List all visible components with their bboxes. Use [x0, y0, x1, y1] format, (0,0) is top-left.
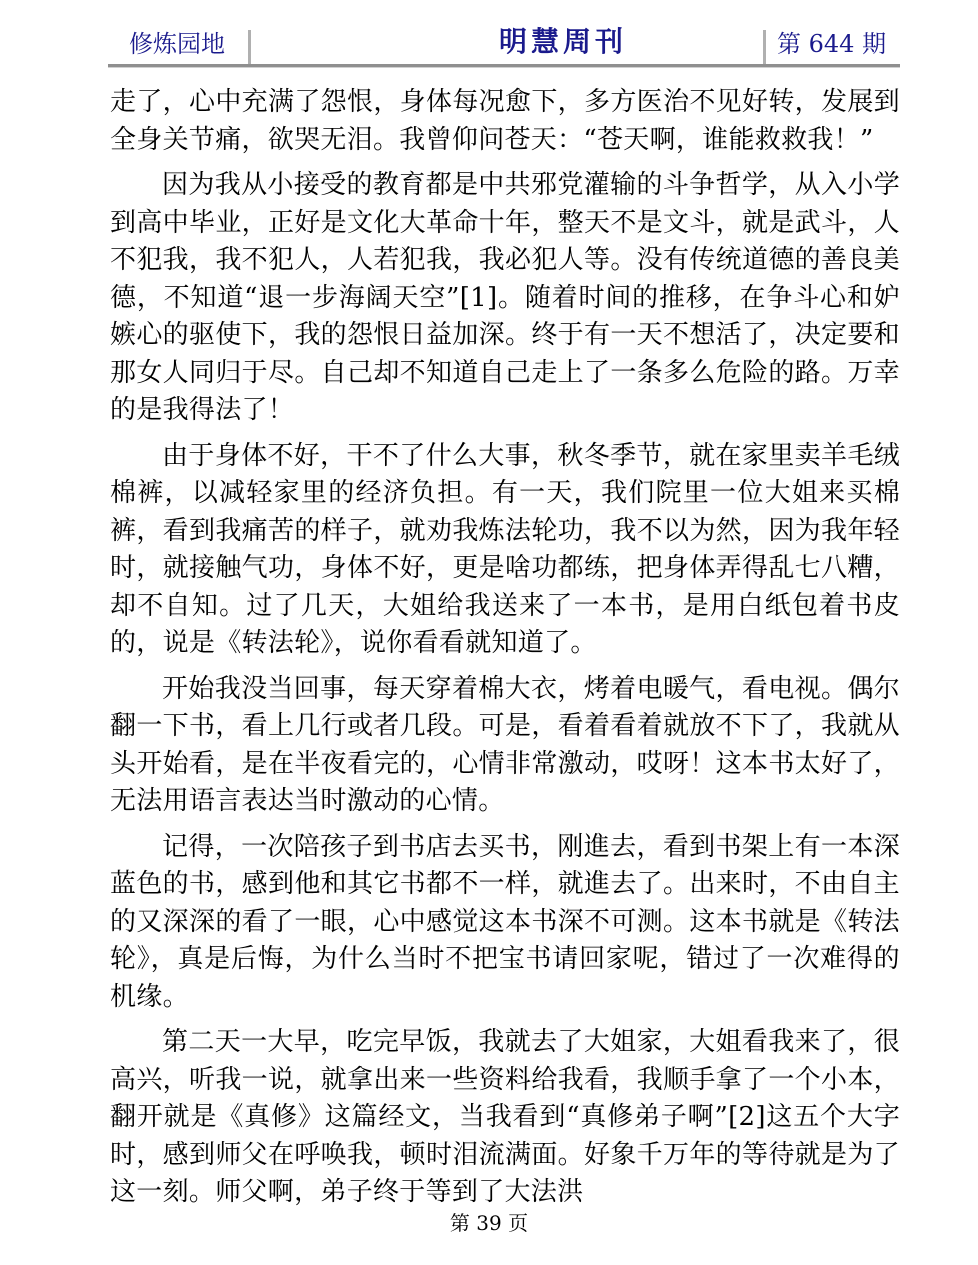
paragraph-6: 第二天一大早，吃完早饭，我就去了大姐家，大姐看我来了，很高兴，听我一说，就拿出来一些资料给我看，我顺手拿了一个小本，翻开就是《真修》这篇经文，当我看到“真修弟子啊”[2]这五个大字时，感到师父在呼唤我，顿时泪流满面。好象千万年的等待就是为了这一刻。师父啊，弟子终于等到了大法洪 — [110, 1027, 900, 1207]
issue-label: 第 644 期 — [777, 30, 887, 58]
page-number: 第 39 页 — [449, 1211, 529, 1235]
paragraph-5: 记得，一次陪孩子到书店去买书，刚進去，看到书架上有一本深蓝色的书，感到他和其它书都不一样，就進去了。出来时，不由自主的又深深的看了一眼，心中感觉这本书深不可测。这本书就是《转法轮》，真是后悔，为什么当时不把宝书请回家呢，错过了一次难得的机缘。 — [110, 831, 900, 1012]
paragraph-4: 开始我没当回事，每天穿着棉大衣，烤着电暖气，看电视。偶尔翻一下书，看上几行或者几段。可是，看着看着就放不下了，我就从头开始看，是在半夜看完的，心情非常激动，哎呀！这本书太好了，无法用语言表达当时激动的心情。 — [110, 673, 900, 816]
paragraph-1: 走了，心中充满了怨恨，身体每况愈下，多方医治不见好转，发展到全身关节痛，欲哭无泪。我曾仰问苍天：“苍天啊，谁能救救我！” — [110, 87, 900, 155]
article-body — [110, 84, 900, 1220]
paragraph-3: 由于身体不好，干不了什么大事，秋冬季节，就在家里卖羊毛绒棉裤，以减轻家里的经济负担。有一天，我们院里一位大姐来买棉裤，看到我痛苦的样子，就劝我炼法轮功，我不以为然，因为我年轻时，就接触气功，身体不好，更是啥功都练，把身体弄得乱七八糟，却不自知。过了几天，大姐给我送来了一本书，是用白纸包着书皮的，说是《转法轮》，说你看看就知道了。 — [110, 440, 900, 658]
header-divider-right — [763, 30, 766, 64]
paragraph-2: 因为我从小接受的教育都是中共邪党灌输的斗争哲学，从入小学到高中毕业，正好是文化大革命十年，整天不是文斗，就是武斗，人不犯我，我不犯人，人若犯我，我必犯人等。没有传统道德的善良美德，不知道“退一步海阔天空”[1]。随着时间的推移，在争斗心和妒嫉心的驱使下，我的怨恨日益加深。终于有一天不想活了，决定要和那女人同归于尽。自己却不知道自己走上了一条多么危险的路。万幸的是我得法了！ — [110, 170, 900, 425]
page-header — [108, 22, 900, 68]
header-rule — [108, 64, 900, 68]
section-label: 修炼园地 — [129, 30, 225, 58]
header-divider-left — [248, 30, 251, 64]
publication-title: 明慧周刊 — [498, 25, 627, 58]
